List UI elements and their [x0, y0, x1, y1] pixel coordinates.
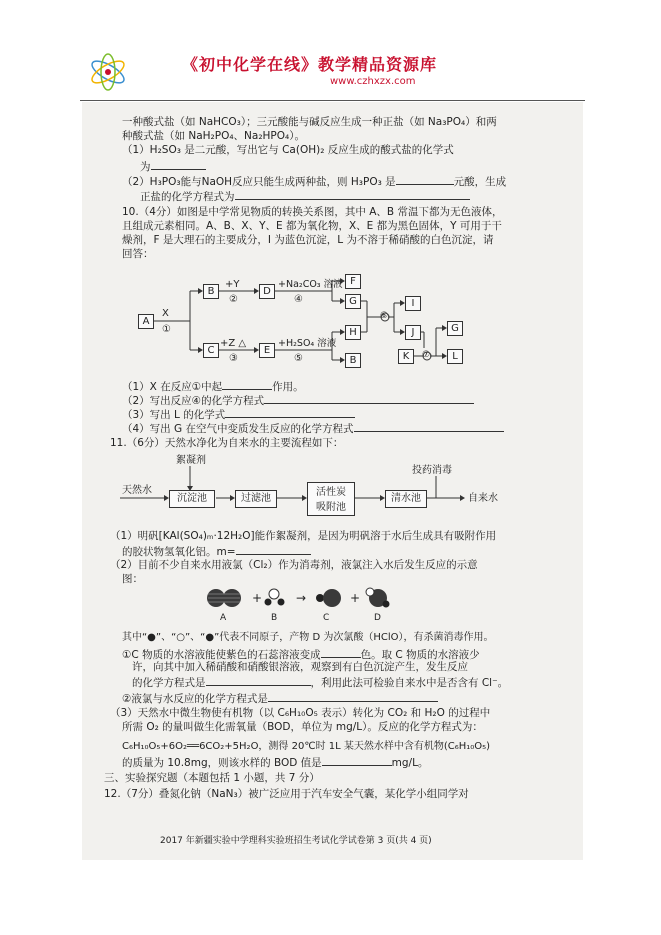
- text-line: 其中“●”、“○”、“●”代表不同原子，产物 D 为次氯酸（HClO），有杀菌消毒作用。: [122, 632, 494, 643]
- text-line: 一种酸式盐（如 NaHCO₃）；三元酸能与碱反应生成一种正盐（如 Na₃PO₄）和两: [122, 116, 497, 128]
- label-c: C: [323, 613, 330, 623]
- text-line: （4）写出 G 在空气中变质发生反应的化学方程式: [122, 421, 504, 436]
- page-footer: 2017 年新疆实验中学理科实验班招生考试化学试卷第 3 页(共 4 页): [160, 836, 432, 846]
- label-step2: ②: [229, 294, 238, 305]
- plus-sign-1: +: [252, 591, 263, 605]
- text-line: C₆H₁₀O₅+6O₂══6CO₂+5H₂O，测得 20℃时 1L 某天然水样中含有机物(C₆H₁₀O₅): [122, 741, 491, 752]
- node-i: I: [405, 296, 421, 311]
- step-sedimentation: 沉淀池: [169, 490, 215, 508]
- header-divider: [80, 100, 585, 101]
- label-disinfect: 投药消毒: [412, 465, 452, 476]
- text-line: 回答：: [122, 248, 154, 260]
- banner-title: 《初中化学在线》教学精品资源库: [182, 55, 438, 74]
- node-h: H: [345, 325, 361, 340]
- text-line: 种酸式盐（如 NaH₂PO₄、Na₂HPO₄）。: [122, 130, 305, 142]
- page-header: [80, 46, 585, 98]
- text-line: （1）X 在反应①中起 作用。: [122, 381, 304, 393]
- step-activated-carbon: 活性炭吸附池: [307, 482, 355, 516]
- label-natural-water: 天然水: [122, 485, 152, 496]
- text-line: 的质量为 10.8mg，则该水样的 BOD 值是 mg/L。: [122, 757, 429, 769]
- node-e: E: [259, 343, 275, 358]
- label-a: A: [220, 613, 227, 623]
- plus-sign-2: +: [350, 591, 361, 605]
- node-c: C: [203, 343, 219, 358]
- text-line: （2）写出反应④的化学方程式: [122, 393, 474, 408]
- text-line: 许，向其中加入稀硝酸和硝酸银溶液，观察到有白色沉淀产生，发生反应: [132, 661, 468, 673]
- node-g2: G: [447, 321, 463, 336]
- step-clear-water: 清水池: [385, 490, 427, 508]
- label-z: +Z △: [220, 338, 247, 349]
- label-step6: ⑥: [380, 311, 389, 321]
- text-line: 且组成元素相同。A、B、X、Y、E 都为氧化物，X、E 都为黑色固体，Y 可用于干: [122, 220, 502, 232]
- label-x: X: [162, 308, 169, 319]
- reaction-diagram: [202, 584, 462, 626]
- node-j: J: [405, 325, 421, 340]
- exam-page-photo: [82, 102, 583, 860]
- text-line: ①C 物质的水溶液能使紫色的石蕊溶液变成 色。取 C 物质的水溶液少: [122, 649, 480, 661]
- label-b: B: [271, 613, 278, 623]
- node-f: F: [345, 274, 361, 289]
- label-na2co3: +Na₂CO₃ 溶液: [278, 279, 343, 290]
- text-line: 图：: [122, 573, 143, 585]
- node-b2: B: [345, 353, 361, 368]
- text-line: 的化学方程式是 ，利用此法可检验自来水中是否含有 Cl⁻。: [132, 677, 509, 689]
- label-tap-water: 自来水: [468, 493, 498, 504]
- text-line: 11.（6分）天然水净化为自来水的主要流程如下：: [110, 437, 344, 449]
- water-treatment-flow: [120, 454, 540, 524]
- text-line: 的胶状物氢氧化铝。m=: [122, 544, 311, 559]
- text-line: （1）H₂SO₃ 是二元酸，写出它与 Ca(OH)₂ 反应生成的酸式盐的化学式: [122, 144, 454, 156]
- text-line: （3）写出 L 的化学式: [122, 407, 355, 422]
- text-line: 12.（7分）叠氮化钠（NaN₃）被广泛应用于汽车安全气囊，某化学小组同学对: [104, 788, 469, 800]
- node-d: D: [259, 284, 275, 299]
- site-logo-icon: [86, 52, 130, 92]
- label-step3: ③: [229, 353, 238, 364]
- node-l: L: [447, 349, 463, 364]
- node-a: A: [138, 314, 154, 329]
- text-line: 燥剂，F 是大理石的主要成分，I 为蓝色沉淀，L 为不溶于稀硝酸的白色沉淀，请: [122, 234, 494, 246]
- step-filtration: 过滤池: [235, 490, 277, 508]
- node-g: G: [345, 294, 361, 309]
- label-step4: ④: [294, 294, 303, 305]
- text-line: （3）天然水中微生物使有机物（以 C₆H₁₀O₅ 表示）转化为 CO₂ 和 H₂O 的过程中: [110, 707, 491, 719]
- text-line: 正盐的化学方程式为: [140, 189, 470, 204]
- banner-url[interactable]: www.czhxzx.com: [330, 76, 416, 87]
- text-line: 为: [140, 159, 206, 174]
- label-d: D: [374, 613, 381, 623]
- transformation-diagram: [132, 270, 472, 372]
- text-line: （2）目前不少自来水用液氯（Cl₂）作为消毒剂，液氯注入水后发生反应的示意: [110, 559, 478, 571]
- label-step5: ⑤: [294, 353, 303, 364]
- text-line: ②液氯与水反应的化学方程式是: [122, 691, 438, 706]
- text-line: 10.（4分）如图是中学常见物质的转换关系图，其中 A、B 常温下都为无色液体，: [122, 206, 503, 218]
- label-flocculant: 絮凝剂: [176, 455, 206, 466]
- label-h2so4: +H₂SO₄ 溶液: [278, 338, 337, 349]
- text-line: （2）H₃PO₃能与NaOH反应只能生成两种盐，则 H₃PO₃ 是 元酸，生成: [122, 176, 507, 188]
- reaction-arrow: →: [296, 591, 307, 605]
- section-heading: 三、实验探究题（本题包括 1 小题，共 7 分）: [104, 772, 320, 784]
- node-b: B: [203, 284, 219, 299]
- label-step7: ⑦: [422, 350, 431, 360]
- label-y: +Y: [225, 279, 240, 290]
- text-line: （1）明矾[KAl(SO₄)ₘ·12H₂O]能作絮凝剂，是因为明矾溶于水后生成具有吸附作用: [110, 530, 497, 542]
- node-k: K: [398, 349, 414, 364]
- label-step1: ①: [162, 324, 171, 335]
- text-line: 所需 O₂ 的量叫做生化需氧量（BOD，单位为 mg/L）。反应的化学方程式为：: [122, 721, 483, 733]
